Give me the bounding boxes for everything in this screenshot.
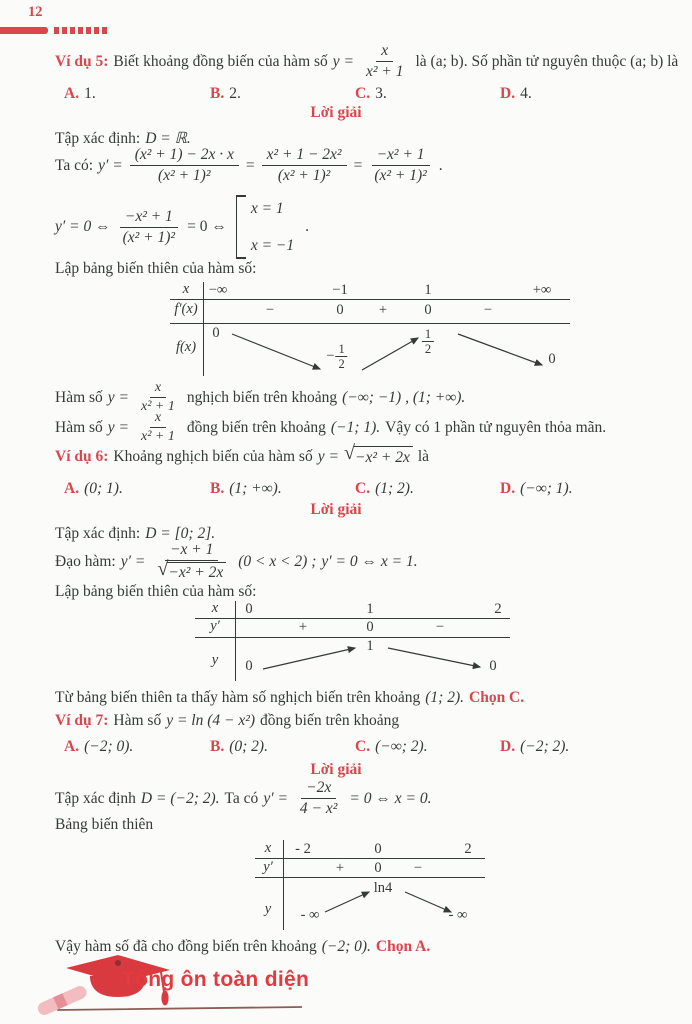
logo-text: Tổng ôn toàn diện (122, 968, 310, 991)
row-label: f(x) (175, 339, 197, 355)
divider-tick-icon (94, 27, 99, 34)
option-a: A. (−2; 0). (64, 738, 134, 755)
fraction: $\frac{\text{−x² + 1}}{\text{(x² + 1)²}}$ (118, 208, 180, 247)
variation-table-2: x y′ y 0 1 2 + 0 − 1 0 0 (195, 601, 510, 681)
fraction: $\frac{\text{(x² + 1) − 2x · x}}{\text{(x² + 1)²}}$ (130, 146, 239, 185)
example-7-label: Ví dụ 7: (55, 712, 109, 729)
row-label: y (264, 901, 272, 917)
arrow-down-icon (388, 648, 480, 667)
fraction: −x + 1 √ −x² + 2x (152, 541, 231, 583)
arrow-up-icon (362, 338, 418, 370)
derivative-line: Ta có: y′ = $\frac{\text{(x² + 1) − 2x · x}}{\text{(x² + 1)²}}$ = $\frac{\text{x² + 1 − 2x²}}{\text{(x² + 1)²}}$ = $\frac{\text{−x² + 1}}{\text{(x² + 1)²}}$ . (55, 146, 443, 184)
row-label: y′ (263, 859, 273, 875)
answer-choice: Chọn C. (469, 689, 525, 706)
diploma-scroll-icon (36, 984, 89, 1017)
option-c: C. (−∞; 2). (355, 738, 428, 755)
fraction: $\frac{1}{2}$ (422, 327, 434, 357)
variation-arrows (195, 601, 510, 681)
arrow-down-icon (405, 892, 451, 912)
fraction: $\frac{x}{\text{x² + 1}}$ (366, 42, 404, 80)
derivative-line: Đạo hàm: y′ = −x + 1 √ −x² + 2x (0 < x < 2) ; y′ = 0 ⇔ x = 1. (55, 541, 418, 581)
derivative-zero-line: y′ = 0 ⇔ $\frac{\text{−x² + 1}}{\text{(x² + 1)²}}$ = 0 ⇔ x = 1 x = −1 . (55, 195, 309, 259)
row-label: x (264, 840, 272, 856)
page-number: 12 (28, 4, 43, 20)
option-b: B. 2. (210, 85, 241, 102)
variation-table-3: x y′ y - 2 0 2 + 0 − ln4 - ∞ - ∞ (255, 840, 485, 930)
table-intro: Lập bảng biến thiên của hàm số: (55, 260, 257, 277)
divider-tick-icon (54, 27, 59, 34)
solution-heading: Lời giải (310, 501, 362, 518)
variation-table-1: x f′(x) f(x) −∞ −1 1 +∞ − 0 + 0 − 0 − $\frac{1}{2}$ $\frac{1}{2}$ 0 (170, 282, 570, 376)
variation-arrows (255, 840, 485, 930)
conclusion-line: Từ bảng biến thiên ta thấy hàm số nghịch biến trên khoảng (1; 2). Chọn C. (55, 689, 525, 706)
question-text: Khoảng nghịch biến của hàm số (113, 448, 313, 465)
logo-underline (58, 996, 302, 1010)
fraction: − $\frac{1}{2}$ (326, 342, 347, 372)
row-label: y (211, 652, 219, 668)
example-5-label: Ví dụ 5: (55, 52, 109, 70)
row-label: x (211, 600, 219, 616)
fraction: $\frac{\text{x² + 1 − 2x²}}{\text{(x² + 1)²}}$ (262, 146, 347, 185)
square-root: √ −x² + 2x (157, 562, 226, 582)
divider-tick-icon (70, 27, 75, 34)
conclusion-line: Vậy hàm số đã cho đồng biến trên khoảng (−2; 0). Chọn A. (55, 938, 431, 955)
option-a: A. 1. (64, 85, 96, 102)
fraction: $\frac{-2x}{\text{4 − x²}}$ (299, 779, 338, 817)
option-b: B. (0; 2). (210, 738, 268, 755)
fraction: $\frac{x}{\text{x² + 1}}$ (141, 380, 175, 415)
option-d: D. (−∞; 1). (500, 480, 573, 497)
arrow-up-icon (263, 648, 355, 669)
header-divider-bar (0, 27, 110, 34)
divider-tick-icon (86, 27, 91, 34)
example-7-question: Ví dụ 7: Hàm số y = ln (4 − x²) đồng biến trên khoảng (55, 712, 400, 729)
example-6-label: Ví dụ 6: (55, 448, 109, 465)
domain-line: Tập xác định: D = ℝ. (55, 130, 191, 147)
option-a: A. (0; 1). (64, 480, 123, 497)
question-text: Hàm số (113, 712, 162, 729)
fraction: $\frac{\text{−x² + 1}}{\text{(x² + 1)²}}$ (369, 146, 431, 185)
math-text: y = (332, 52, 354, 70)
divider-tick-icon (78, 27, 83, 34)
row-label: x (182, 281, 190, 297)
option-b: B. (1; +∞). (210, 480, 282, 497)
divider-tick-icon (62, 27, 67, 34)
table-intro: Bảng biến thiên (55, 816, 154, 833)
option-d: D. 4. (500, 85, 532, 102)
square-root: √ −x² + 2x (344, 446, 413, 467)
divider-bar-icon (0, 27, 48, 34)
solution-heading: Lời giải (310, 104, 362, 121)
row-label: f′(x) (174, 301, 198, 317)
cases-bracket: x = 1 x = −1 (236, 195, 300, 259)
option-c: C. (1; 2). (355, 480, 414, 497)
arrow-up-icon (325, 892, 369, 912)
row-label: y′ (210, 618, 220, 634)
option-c: C. 3. (355, 85, 387, 102)
domain-derivative-line: Tập xác định D = (−2; 2). Ta có y′ = $\frac{-2x}{\text{4 − x²}}$ = 0 ⇔ x = 0. (55, 779, 432, 817)
solution-heading: Lời giải (310, 761, 362, 778)
arrow-down-icon (458, 334, 542, 365)
question-text: là (a; b). Số phần tử nguyên thuộc (a; b) là (415, 52, 679, 70)
fraction: $\frac{x}{\text{x² + 1}}$ (141, 410, 175, 445)
domain-line: Tập xác định: D = [0; 2]. (55, 525, 216, 542)
variation-arrows (170, 282, 570, 376)
divider-tick-icon (102, 27, 107, 34)
conclusion-decreasing: Hàm số y = $\frac{x}{\text{x² + 1}}$ nghịch biến trên khoảng (−∞; −1) , (1; +∞). (55, 380, 466, 415)
example-5-question (55, 42, 678, 81)
option-d: D. (−2; 2). (500, 738, 570, 755)
question-text: Biết khoảng đồng biến của hàm số (113, 52, 328, 70)
answer-choice: Chọn A. (375, 938, 431, 955)
conclusion-increasing: Hàm số y = $\frac{x}{\text{x² + 1}}$ đồng biến trên khoảng (−1; 1). Vậy có 1 phần tử nguyên thỏa mãn. (55, 410, 607, 445)
example-6-question: Ví dụ 6: Khoảng nghịch biến của hàm số y = √ −x² + 2x là (55, 442, 430, 466)
arrow-down-icon (232, 334, 320, 369)
table-intro: Lập bảng biến thiên của hàm số: (55, 583, 257, 600)
